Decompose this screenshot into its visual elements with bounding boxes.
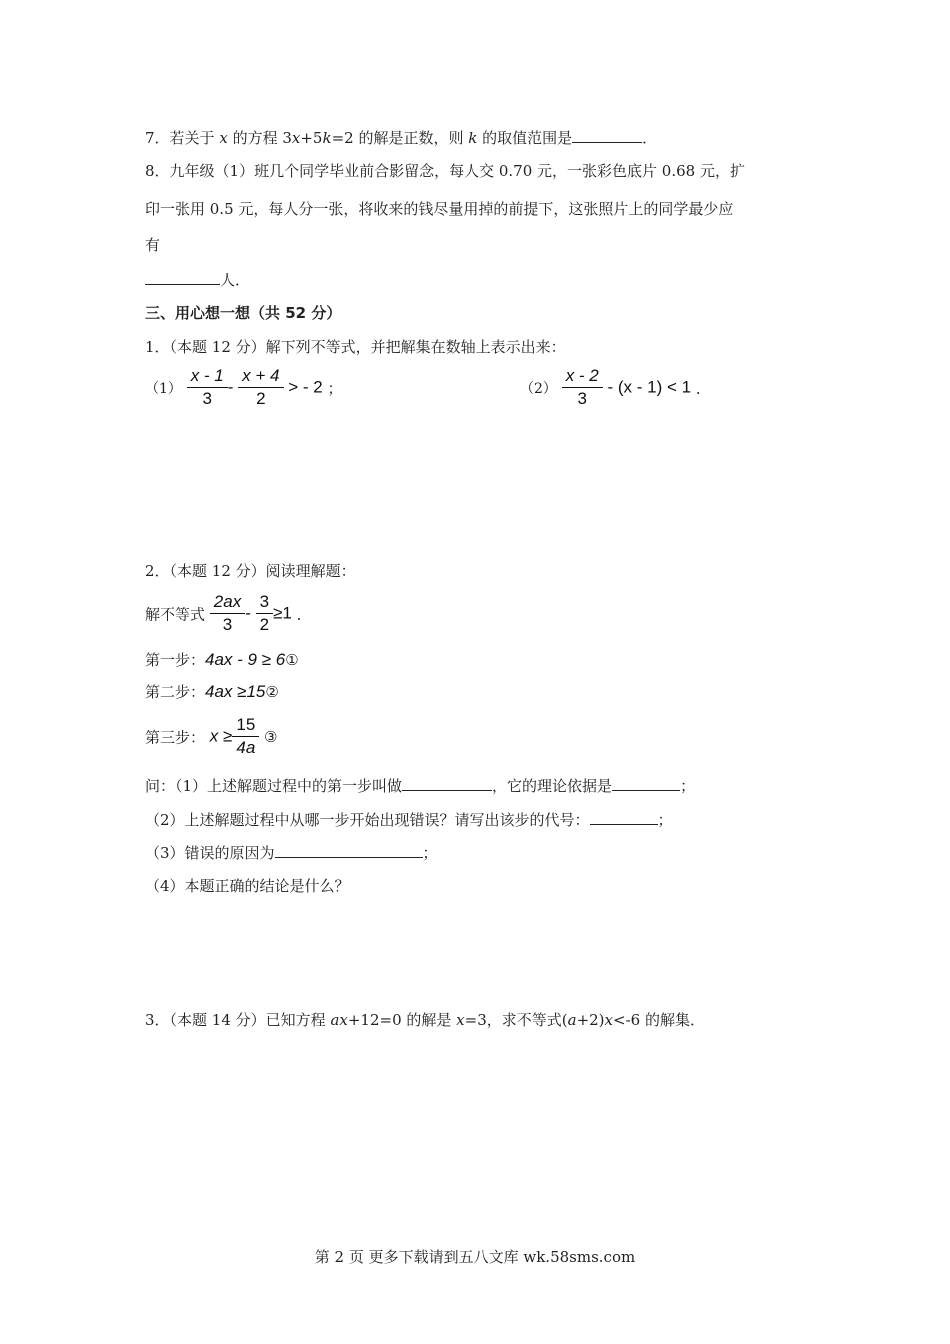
- question-8-line-3: 有: [145, 236, 161, 254]
- question-8-line-2: 印一张用 0.5 元，每人分一张，将收来的钱尽量用掉的前提下，这张照片上的同学最少应: [145, 200, 734, 218]
- answer-blank[interactable]: [572, 128, 642, 143]
- problem-2-heading: 2．（本题 12 分）阅读理解题：: [145, 562, 356, 580]
- step-3: 第三步： x ≥ $\frac{15}{4a}$ ③: [145, 715, 278, 757]
- answer-blank[interactable]: [590, 810, 658, 825]
- inequality-1: （1） $\frac{x - 1}{3}$ - $\frac{x + 4}{2}$ > - 2 ；: [145, 366, 343, 408]
- page-footer: 第 2 页 更多下载请到五八文库 wk.58sms.com: [314, 1248, 636, 1266]
- answer-blank[interactable]: [275, 843, 423, 858]
- question-b: （2）上述解题过程中从哪一步开始出现错误？请写出该步的代号： ；: [145, 811, 673, 829]
- inequality-2: （2） $\frac{x - 2}{3}$ - (x - 1) < 1 ．: [520, 366, 711, 408]
- step-2: 第二步：4ax ≥15②: [145, 682, 279, 701]
- step-1: 第一步：4ax - 9 ≥ 6①: [145, 650, 299, 669]
- question-c: （3）错误的原因为 ；: [145, 844, 438, 862]
- problem-3: 3．（本题 14 分）已知方程 ax+12=0 的解是 x=3，求不等式(a+2)x<-6 的解集．: [145, 1011, 705, 1029]
- answer-blank[interactable]: [145, 270, 220, 285]
- question-8-line-4: 人．: [145, 269, 250, 291]
- answer-blank[interactable]: [402, 776, 492, 791]
- question-7: 7．若关于 x 的方程 3x+5k=2 的解是正数，则 k 的取值范围是 ．: [145, 129, 658, 147]
- question-8-line-1: 8．九年级（1）班几个同学毕业前合影留念，每人交 0.70 元，一张彩色底片 0.68 元，扩: [145, 162, 745, 180]
- problem-1-heading: 1．（本题 12 分）解下列不等式，并把解集在数轴上表示出来：: [145, 338, 566, 356]
- answer-blank[interactable]: [612, 776, 680, 791]
- question-a: 问：（1）上述解题过程中的第一步叫做 ，它的理论依据是 ；: [145, 777, 696, 795]
- problem-2-inequality: 解不等式 $\frac{2ax}{3}$ - $\frac{3}{2}$ ≥1 ．: [145, 592, 312, 634]
- section-title: 三、用心想一想（共 52 分）: [145, 304, 342, 322]
- question-d: （4）本题正确的结论是什么？: [145, 877, 350, 895]
